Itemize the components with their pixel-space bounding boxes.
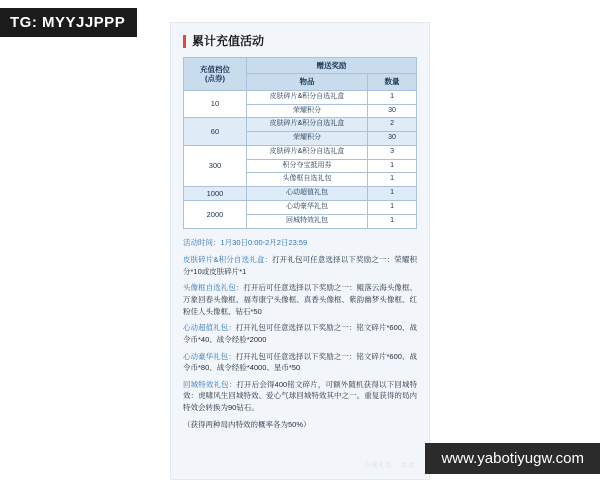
- cell-qty: 1: [368, 187, 417, 201]
- table-row: [184, 201, 417, 215]
- desc-body: 打开礼包可任意选择以下奖励之一：荣耀积分*10或皮肤碎片*1: [183, 255, 417, 276]
- header-item: 物品: [246, 74, 367, 90]
- desc-body: 打开后会得400铭文碎片，可额外随机获得以下回城特效：虎啸风生回城特效、爱心气球回城特效其中之一。重复获得的局内特效会转换为90钻石。: [183, 379, 418, 412]
- cell-qty: 3: [368, 145, 417, 159]
- cell-qty: 1: [368, 90, 417, 104]
- desc-body: 打开后可任意选择以下奖励之一：鲲落云海头像框、万象回春头像框、福寿康宁头像框、真香头像框、紫韵幽梦头像框、红粉佳人头像框、钻石*50: [183, 283, 418, 316]
- desc-name: 心动豪华礼包：: [183, 351, 236, 361]
- header-qty: 数量: [368, 74, 417, 90]
- cell-qty: 30: [368, 104, 417, 118]
- cell-item: 心动超值礼包: [246, 187, 367, 201]
- cell-item: 荣耀积分: [246, 132, 367, 146]
- title-accent-bar: [183, 35, 186, 48]
- telegram-watermark: TG: MYYJJPPP: [0, 8, 137, 37]
- cell-item: 荣耀积分: [246, 104, 367, 118]
- cell-item: 皮肤碎片&积分自选礼盒: [246, 118, 367, 132]
- page-title: 累计充值活动: [192, 34, 265, 48]
- site-watermark: www.yabotiyugw.com: [425, 443, 600, 474]
- reward-descriptions: [183, 254, 417, 414]
- table-row: [184, 90, 417, 104]
- cell-tier: 60: [184, 118, 247, 146]
- header-reward-group: 赠送奖励: [246, 58, 416, 74]
- cell-item: 头像框自选礼包: [246, 173, 367, 187]
- desc-name: 回城特效礼包：: [183, 379, 237, 389]
- desc-body: 打开礼包可任意选择以下奖励之一：铭文碎片*600、战令币*40、战令经验*2000: [183, 323, 418, 344]
- desc-name: 头像框自选礼包：: [183, 283, 244, 293]
- table-row: [184, 145, 417, 159]
- card-title-row: [183, 35, 417, 48]
- cell-item: 回城特效礼包: [246, 215, 367, 229]
- cell-qty: 1: [368, 173, 417, 187]
- reward-table: [183, 57, 417, 229]
- faint-watermark: 自选礼包 · 活动: [364, 463, 415, 469]
- desc-body: 打开礼包可任意选择以下奖励之一：铭文碎片*600、战令币*80、战令经验*4000、星币*50: [183, 351, 418, 373]
- header-tier: 充值档位 (点券): [184, 58, 247, 91]
- cell-qty: 1: [368, 159, 417, 173]
- list-item: [183, 254, 417, 277]
- activity-card: [170, 22, 430, 480]
- list-item: [183, 379, 417, 414]
- desc-name: 皮肤碎片&积分自选礼盒：: [183, 255, 273, 265]
- cell-qty: 1: [368, 201, 417, 215]
- footnote: （获得两种局内特效的概率各为50%）: [183, 419, 311, 429]
- list-item: [183, 351, 417, 374]
- list-item: [183, 282, 417, 317]
- cell-item: 皮肤碎片&积分自选礼盒: [246, 90, 367, 104]
- cell-qty: 2: [368, 118, 417, 132]
- cell-item: 积分夺宝抵用券: [246, 159, 367, 173]
- cell-item: 皮肤碎片&积分自选礼盒: [246, 145, 367, 159]
- cell-qty: 1: [368, 215, 417, 229]
- list-item: [183, 322, 417, 345]
- cell-qty: 30: [368, 132, 417, 146]
- table-row: [184, 187, 417, 201]
- activity-time: 活动时间：1月30日0:00-2月2日23:59: [183, 237, 308, 247]
- desc-name: 心动超值礼包：: [183, 323, 236, 333]
- cell-tier: 300: [184, 145, 247, 186]
- cell-tier: 1000: [184, 187, 247, 201]
- cell-item: 心动豪华礼包: [246, 201, 367, 215]
- table-header-row: [184, 58, 417, 74]
- cell-tier: 10: [184, 90, 247, 118]
- table-row: [184, 118, 417, 132]
- reward-table-body: [184, 90, 417, 228]
- cell-tier: 2000: [184, 201, 247, 229]
